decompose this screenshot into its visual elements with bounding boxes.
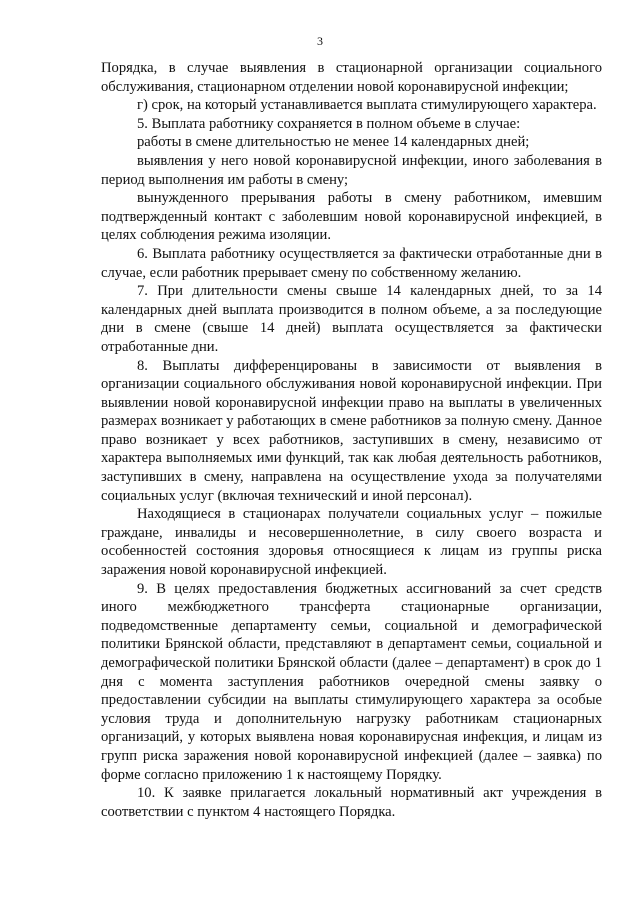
paragraph-8: 7. При длительности смены свыше 14 календарных дней, то за 14 календарных дней выплата производится в полном объеме, а за последующие дни в смене (свыше 14 дней) выплата осуществляется за фактически отработанные дни. (101, 283, 602, 355)
paragraph-3: 5. Выплата работнику сохраняется в полном объеме в случае: (137, 115, 521, 132)
paragraph-5: выявления у него новой коронавирусной инфекции, иного заболевания в период выполнения им работы в смену; (101, 152, 602, 188)
paragraph-7: 6. Выплата работнику осуществляется за фактически отработанные дни в случае, если работник прерывает смену по собственному желанию. (101, 245, 602, 281)
paragraph-2: г) срок, на который устанавливается выплата стимулирующего характера. (137, 97, 597, 114)
paragraph-9: 8. Выплаты дифференцированы в зависимости от выявления в организации социального обслуживания новой коронавирусной инфекции. При выявлении новой коронавирусной инфекции право на выплаты в увеличенных размерах возникает у работающих в смене работников за полную смену. Данное право возникает у всех работников, заступивших в смену, независимо от характера выполняемых ими функций, так как любая деятельность работников, заступивших в смену, направлена на осуществление ухода за получателями социальных услуг (включая технический и иной персонал). (101, 357, 602, 504)
paragraph-6: вынужденного прерывания работы в смену работником, имевшим подтвержденный контакт с заболевшим новой коронавирусной инфекцией, в целях соблюдения режима изоляции. (101, 190, 602, 244)
document-body (101, 59, 602, 821)
paragraph-11: 9. В целях предоставления бюджетных ассигнований за счет средств иного межбюджетного трансферта стационарные организации, подведомственные департаменту семьи, социальной и демографической политики Брянской области, представляют в департамент семьи, социальной и демографической политики Брянской области (далее – департамент) в срок до 1 дня с момента заступления работников очередной смены заявку о предоставлении субсидии на выплаты стимулирующего характера за особые условия труда и дополнительную нагрузку работникам стационарных организаций, у которых выявлена новая коронавирусная инфекция, и лицам из групп риска заражения новой коронавирусной инфекцией (далее – заявка) по форме согласно приложению 1 к настоящему Порядку. (101, 580, 602, 783)
paragraph-12: 10. К заявке прилагается локальный нормативный акт учреждения в соответствии с пунктом 4 настоящего Порядка. (101, 785, 602, 820)
paragraph-4: работы в смене длительностью не менее 14 календарных дней; (137, 134, 530, 151)
paragraph-1: Порядка, в случае выявления в стационарной организации социального обслуживания, стационарном отделении новой коронавирусной инфекции; (101, 60, 602, 95)
page-number: 3 (317, 34, 323, 48)
paragraph-10: Находящиеся в стационарах получатели социальных услуг – пожилые граждане, инвалиды и несовершеннолетние, в силу своего возраста и особенностей состояния здоровья относящиеся к лицам из группы риска заражения новой коронавирусной инфекцией. (101, 506, 602, 579)
